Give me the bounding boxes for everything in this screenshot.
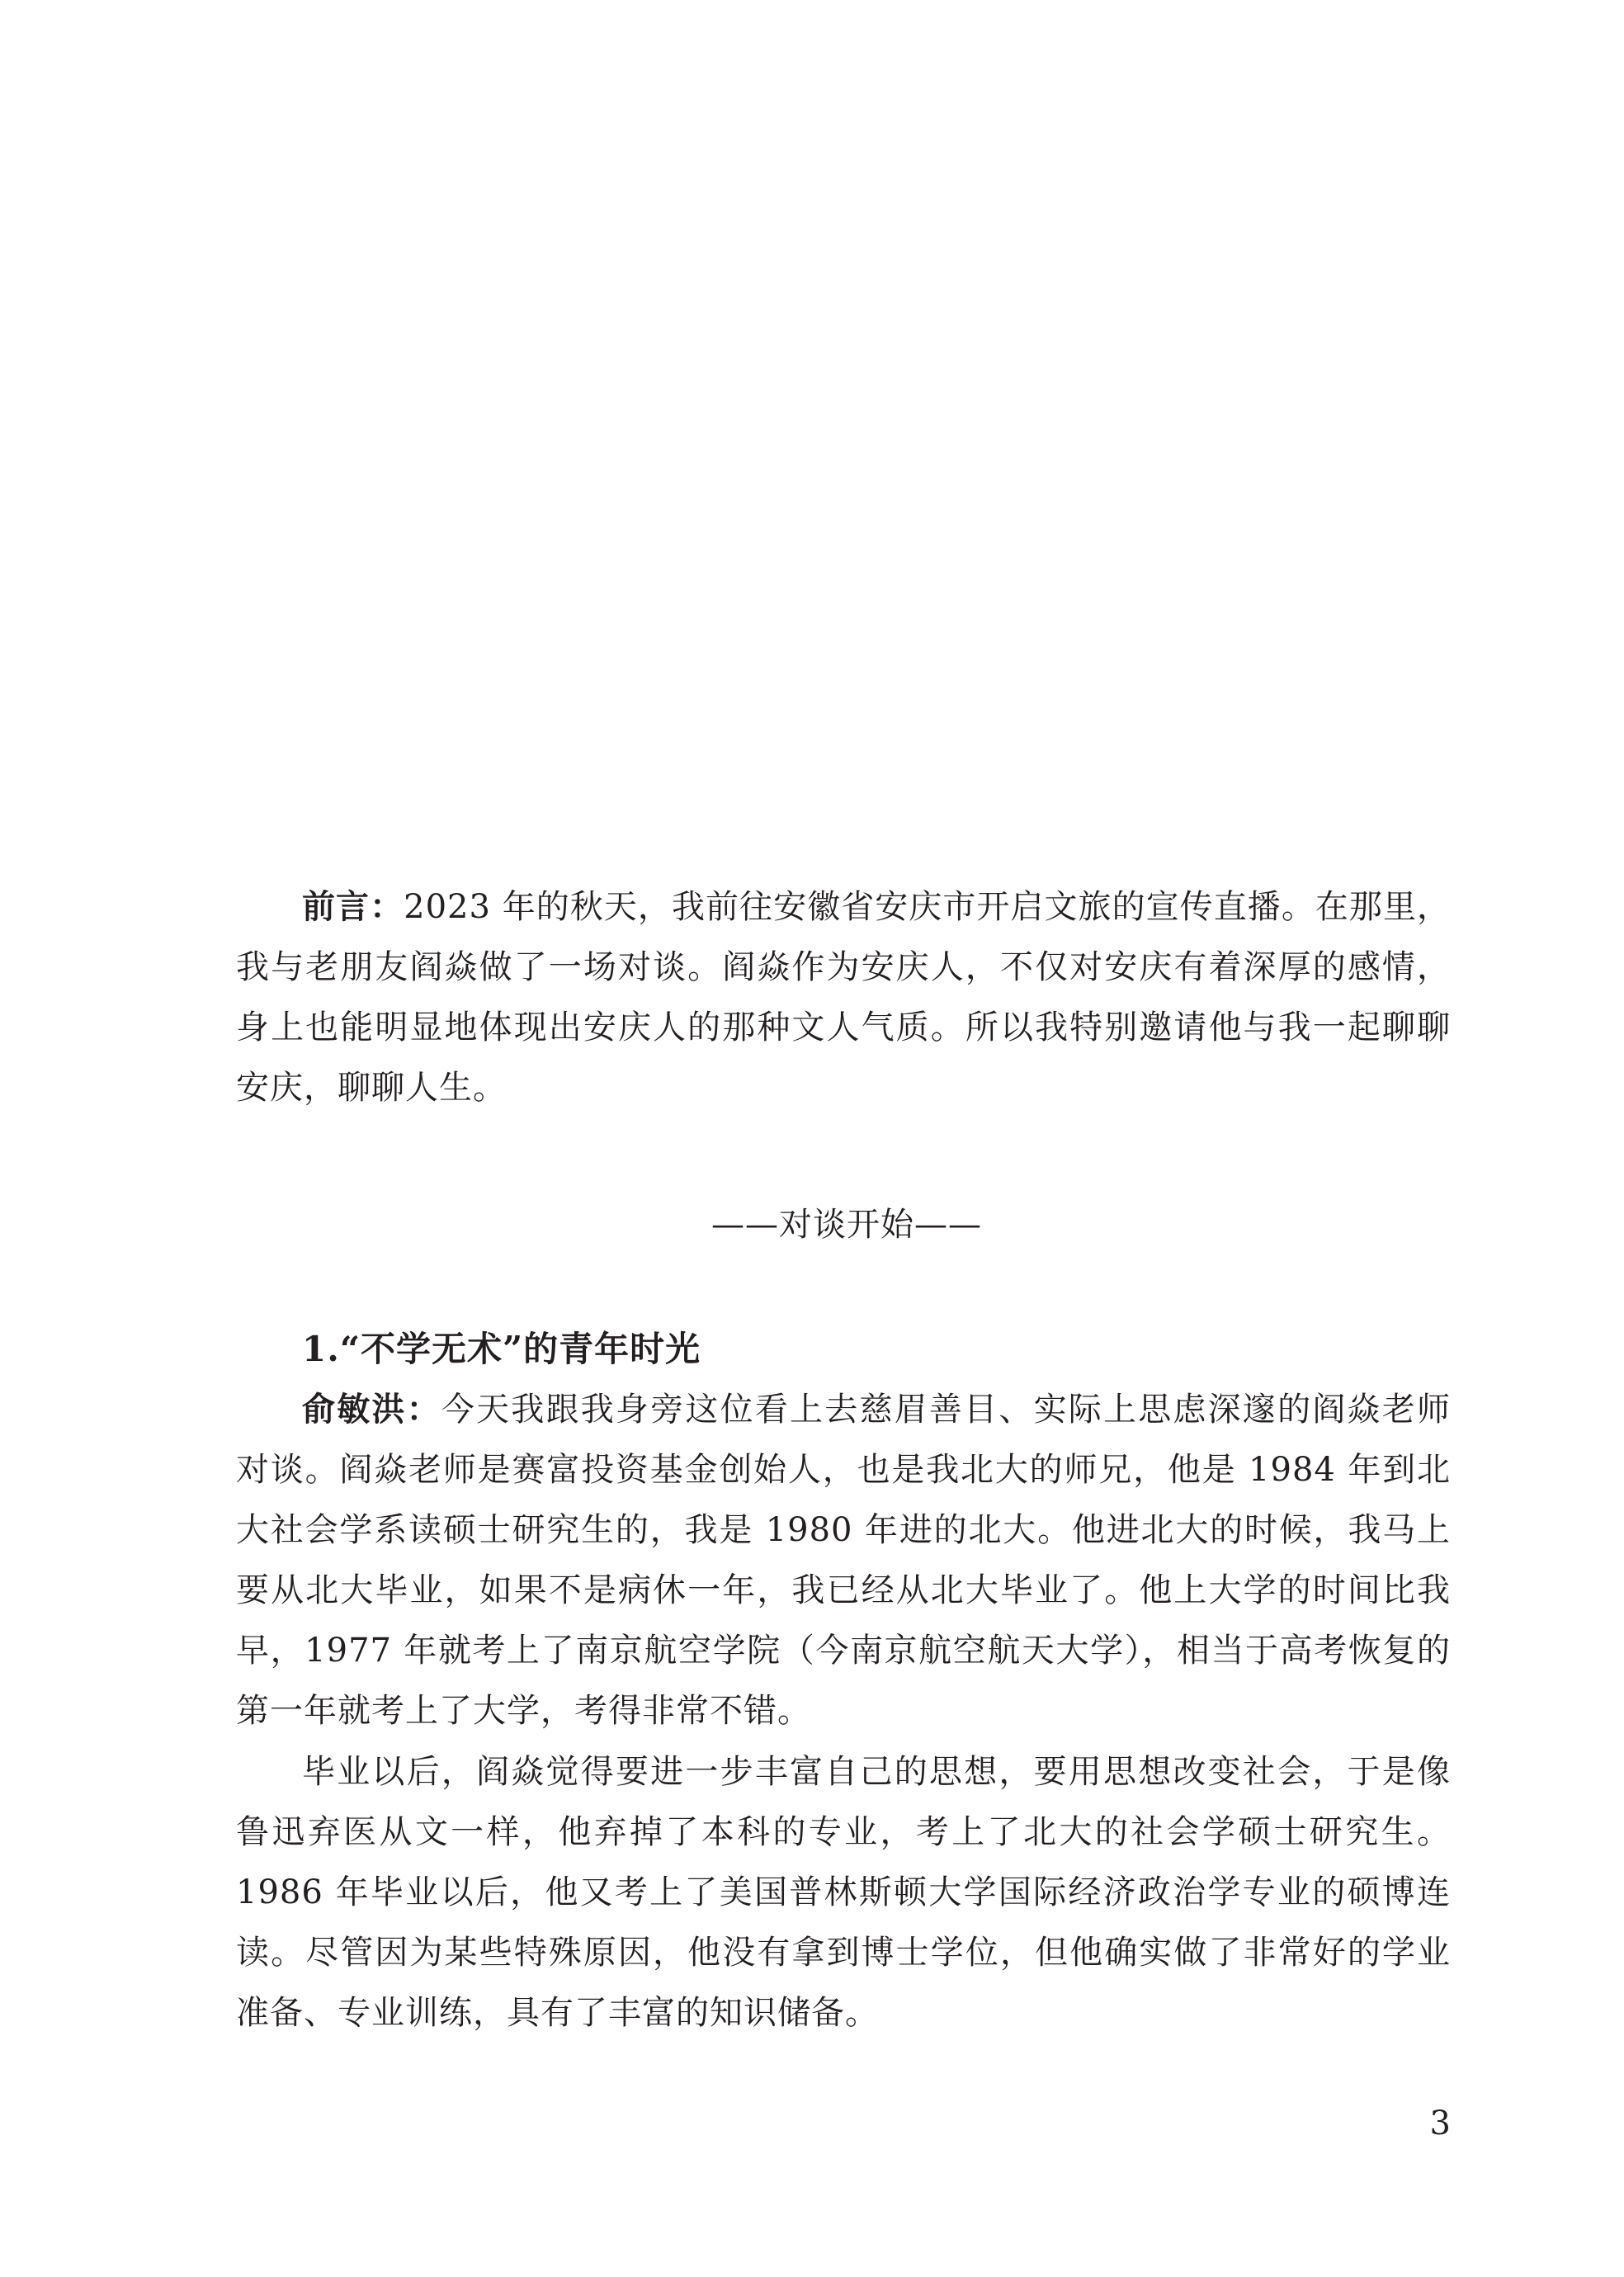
speaker-name: 俞敏洪：	[302, 1390, 441, 1429]
dialogue-text: 今天我跟我身旁这位看上去慈眉善目、实际上思虑深邃的阎焱老师对谈。阎焱老师是赛富投资基金创始人，也是我北大的师兄，他是 1984 年到北大社会学系读硕士研究生的，我是 1980 年进的北大。他进北大的时候，我马上要从北大毕业，如果不是病休一年，我已经从北大毕业了。他上大学的时间比我早，1977 年就考上了南京航空学院（今南京航空航天大学），相当于高考恢复的第一年就考上了大学，考得非常不错。	[236, 1391, 1451, 1730]
dialogue-paragraph	[236, 1741, 1451, 2043]
dialogue-body	[236, 1379, 1451, 2043]
preface-block	[236, 876, 1451, 1118]
dialogue-text: 毕业以后，阎焱觉得要进一步丰富自己的思想，要用思想改变社会，于是像鲁迅弃医从文一样，他弃掉了本科的专业，考上了北大的社会学硕士研究生。1986 年毕业以后，他又考上了美国普林斯顿大学国际经济政治学专业的硕博连读。尽管因为某些特殊原因，他没有拿到博士学位，但他确实做了非常好的学业准备、专业训练，具有了丰富的知识储备。	[236, 1753, 1451, 2032]
dialogue-paragraph	[236, 1379, 1451, 1741]
page-number: 3	[1429, 2105, 1451, 2142]
section-heading: 1.“不学无术”的青年时光	[302, 1329, 701, 1369]
preface-text: 2023 年的秋天，我前往安徽省安庆市开启文旅的宣传直播。在那里，我与老朋友阎焱做了一场对谈。阎焱作为安庆人，不仅对安庆有着深厚的感情，身上也能明显地体现出安庆人的那种文人气质。所以我特别邀请他与我一起聊聊安庆，聊聊人生。	[236, 888, 1452, 1107]
preface-paragraph	[236, 876, 1451, 1118]
preface-label: 前言：	[302, 887, 404, 926]
dialogue-start-divider: ——对谈开始——	[711, 1206, 982, 1244]
